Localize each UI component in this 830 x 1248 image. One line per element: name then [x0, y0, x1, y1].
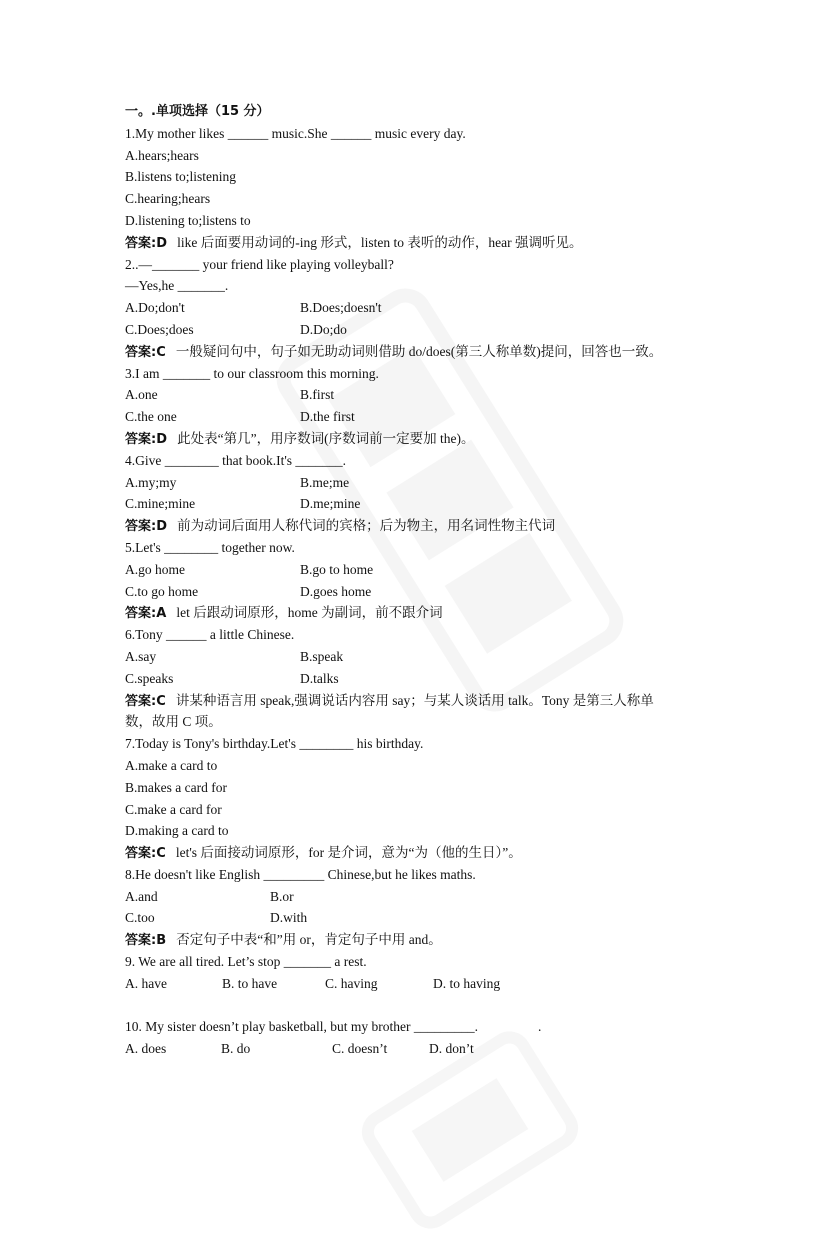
options-row — [125, 472, 715, 494]
option: D.goes home — [300, 583, 372, 599]
options-row — [125, 973, 715, 995]
options-row — [125, 907, 715, 929]
options-row — [125, 406, 715, 428]
option: A.my;my — [125, 474, 177, 490]
option: B.Does;doesn't — [300, 300, 382, 316]
stray-period: . — [537, 1019, 542, 1035]
question-stem: 2..—_______ your friend like playing volleyball? — [125, 256, 394, 272]
question-stem-row — [125, 1016, 715, 1038]
option: D.me;mine — [300, 496, 361, 512]
question-stem: 5.Let's ________ together now. — [125, 539, 295, 555]
question-stem: 4.Give ________ that book.It's _______. — [125, 452, 347, 468]
question-stem: 7.Today is Tony's birthday.Let's ________ his birthday. — [125, 736, 424, 752]
options-row — [125, 319, 715, 341]
options-row — [125, 297, 715, 319]
options-row — [125, 646, 715, 668]
option: C.make a card for — [125, 801, 222, 817]
option: D.listening to;listens to — [125, 212, 251, 228]
answer-explanation-continued: 数，故用 C 项。 — [125, 714, 222, 730]
answer-line — [125, 929, 715, 951]
option: D.making a card to — [125, 823, 229, 839]
option: A. does — [125, 1041, 167, 1057]
answer-explanation: let 后跟动词原形，home 为副词，前不跟介词 — [176, 605, 443, 621]
option: C. having — [325, 975, 378, 991]
answer-label: 答案:D — [125, 431, 167, 447]
option: C.hearing;hears — [125, 191, 211, 207]
answer-label: 答案:B — [125, 933, 167, 949]
answer-explanation: let's 后面接动词原形，for 是介词，意为“为（他的生日）”。 — [175, 845, 522, 861]
answer-line — [125, 690, 715, 712]
option: C.mine;mine — [125, 496, 196, 512]
option: B. do — [221, 1041, 251, 1057]
option: A.one — [125, 387, 158, 403]
option: A.Do;don't — [125, 300, 185, 316]
option: A.and — [125, 888, 158, 904]
option: A.hears;hears — [125, 147, 199, 163]
options-row — [125, 384, 715, 406]
question-stem: 10. My sister doesn’t play basketball, but my brother _________. — [125, 1019, 478, 1035]
option: C.too — [125, 910, 155, 926]
option: B.go to home — [300, 561, 374, 577]
options-row — [125, 581, 715, 603]
exercise-content — [125, 101, 715, 1060]
options-row — [125, 886, 715, 908]
answer-line — [125, 842, 715, 864]
option: A.go home — [125, 561, 185, 577]
question-stem: 6.Tony ______ a little Chinese. — [125, 627, 295, 643]
option: A. have — [125, 975, 167, 991]
option: D. don’t — [429, 1041, 474, 1057]
question-stem: 8.He doesn't like English _________ Chinese,but he likes maths. — [125, 866, 476, 882]
answer-explanation: 前为动词后面用人称代词的宾格；后为物主，用名词性物主代词 — [177, 518, 556, 534]
answer-line — [125, 341, 715, 363]
question-stem-reply: —Yes,he _______. — [125, 278, 229, 294]
answer-explanation: 此处表“第几”，用序数词(序数词前一定要加 the)。 — [177, 430, 475, 446]
answer-label: 答案:C — [125, 846, 166, 862]
answer-label: 答案:D — [125, 519, 167, 535]
option: D.Do;do — [300, 321, 347, 337]
options-row — [125, 1038, 715, 1060]
answer-line — [125, 515, 715, 537]
question-stem: 9. We are all tired. Let’s stop _______ a rest. — [125, 954, 367, 970]
option: B.speak — [300, 648, 344, 664]
option: B.makes a card for — [125, 779, 227, 795]
option: B.listens to;listening — [125, 169, 237, 185]
answer-line — [125, 428, 715, 450]
answer-label: 答案:C — [125, 344, 166, 360]
options-row — [125, 559, 715, 581]
option: C.speaks — [125, 670, 174, 686]
option: B.or — [270, 888, 294, 904]
options-row — [125, 668, 715, 690]
option: B. to have — [222, 975, 278, 991]
option: C.Does;does — [125, 321, 194, 337]
answer-label: 答案:A — [125, 606, 167, 622]
option: D.with — [270, 910, 308, 926]
option: D.the first — [300, 409, 355, 425]
option: A.make a card to — [125, 757, 218, 773]
option: A.say — [125, 648, 157, 664]
option: B.me;me — [300, 474, 350, 490]
answer-line — [125, 232, 715, 254]
answer-explanation: 否定句子中表“和”用 or，肯定句子中用 and。 — [176, 932, 442, 948]
option: D. to having — [433, 975, 501, 991]
answer-label: 答案:D — [125, 235, 167, 251]
answer-explanation: 讲某种语言用 speak,强调说话内容用 say；与某人谈话用 talk。Tony 是第三人称单 — [175, 692, 654, 708]
question-stem: 3.I am _______ to our classroom this morning. — [125, 365, 379, 381]
question-stem: 1.My mother likes ______ music.She ______ music every day. — [125, 125, 466, 141]
answer-explanation: 一般疑问句中，句子如无助动词则借助 do/does(第三人称单数)提问，回答也一致。 — [175, 343, 663, 359]
answer-line — [125, 602, 715, 624]
answer-explanation: like 后面要用动词的-ing 形式，listen to 表听的动作，hear 强调听见。 — [177, 234, 583, 250]
options-row — [125, 493, 715, 515]
option: C. doesn’t — [332, 1041, 388, 1057]
option: C.to go home — [125, 583, 199, 599]
option: D.talks — [300, 670, 339, 686]
answer-label: 答案:C — [125, 693, 166, 709]
option: B.first — [300, 387, 335, 403]
section-title: 一。.单项选择（15 分） — [125, 104, 270, 119]
option: C.the one — [125, 409, 177, 425]
spacer — [125, 995, 715, 1017]
